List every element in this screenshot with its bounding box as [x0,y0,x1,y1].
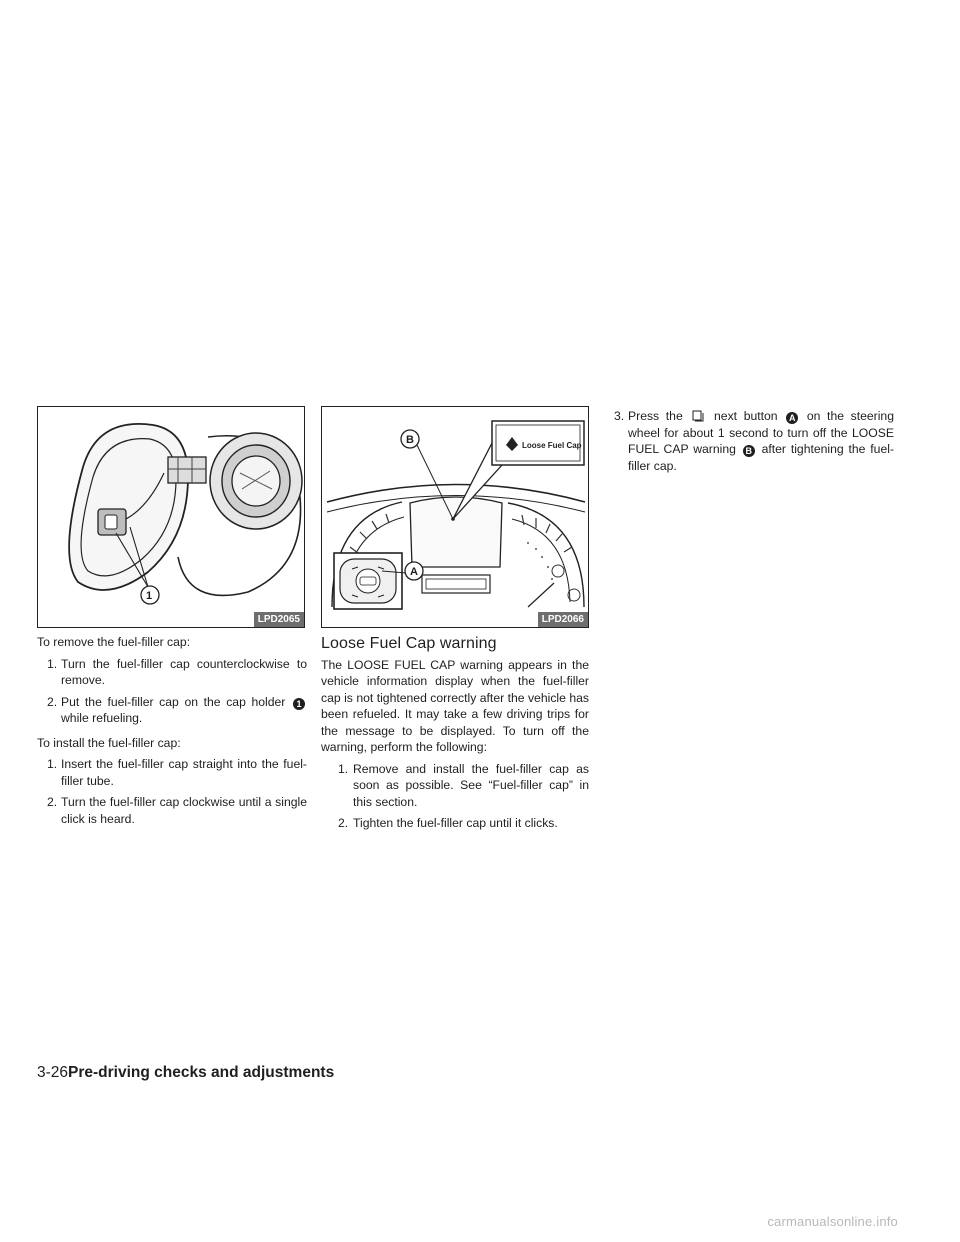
step-text: Turn the fuel-filler cap clockwise until a single click is heard. [61,795,307,826]
step-number: 2. [338,816,349,830]
callout-marker-b: B [743,445,755,457]
next-button-icon [692,410,704,422]
step-text-3: on the steering wheel for about 1 second to turn off the LOOSE FUEL CAP warning [628,409,894,456]
figure-callout-b: B [406,434,414,446]
section-paragraph: The LOOSE FUEL CAP warning appears in the vehicle information display when the fuel-filler cap is not tightened correctly after the vehicle has been refueled. It may take a few driving trips for the message to be displayed. To turn off the warning, perform the following: [321,657,589,754]
figure-callout-a: A [410,566,418,578]
step-number: 2. [47,795,58,809]
callout-marker-a: A [786,412,798,424]
figure-code: LPD2066 [538,612,588,627]
step-number: 3. [614,409,625,423]
page-number: 3-26 [37,1064,69,1081]
page-footer [37,1064,334,1082]
figure-code: LPD2065 [254,612,304,627]
figure-instrument-cluster [321,406,589,628]
step-number: 1. [47,656,58,671]
step-number: 1. [47,757,58,771]
step-text-after: while refueling. [61,711,143,725]
remove-step-1 [37,656,307,689]
remove-intro: To remove the fuel-filler cap: [37,635,191,649]
figure-callout-1: 1 [146,590,153,602]
column-middle [321,406,589,832]
step-text-2: next button [714,409,778,423]
install-step-2 [37,794,307,827]
section-title: Pre-driving checks and adjustments [68,1064,335,1081]
loose-cap-step-1 [321,761,589,811]
figure-fuel-filler-cap [37,406,305,628]
column-left [37,406,307,827]
watermark-text: carmanualsonline.info [767,1214,898,1229]
fuel-filler-cap-illustration [38,407,305,628]
step-text: Remove and install the fuel-filler cap as soon as possible. See “Fuel-filler cap” in this section. [353,761,589,809]
callout-marker-1: 1 [293,698,305,710]
step-text-1: Press the [628,409,683,423]
step-text: Insert the fuel-filler cap straight into the fuel-filler tube. [61,757,307,788]
loose-cap-step-2 [321,815,589,832]
step-text: Tighten the fuel-filler cap until it clicks. [353,816,558,830]
loose-cap-step-3 [612,408,894,474]
install-step-1 [37,756,307,789]
section-heading: Loose Fuel Cap warning [321,635,497,652]
step-number: 2. [47,694,58,709]
step-text: Turn the fuel-filler cap counterclockwise to remove. [61,656,307,687]
step-text-4: after tightening the fuel-filler cap. [628,442,894,473]
column-right [612,406,894,474]
step-number: 1. [338,761,349,776]
step-text: Put the fuel-filler cap on the cap holder [61,694,286,709]
remove-step-2 [37,694,307,727]
display-message-text: Loose Fuel Cap [522,441,582,450]
install-intro: To install the fuel-filler cap: [37,735,181,750]
